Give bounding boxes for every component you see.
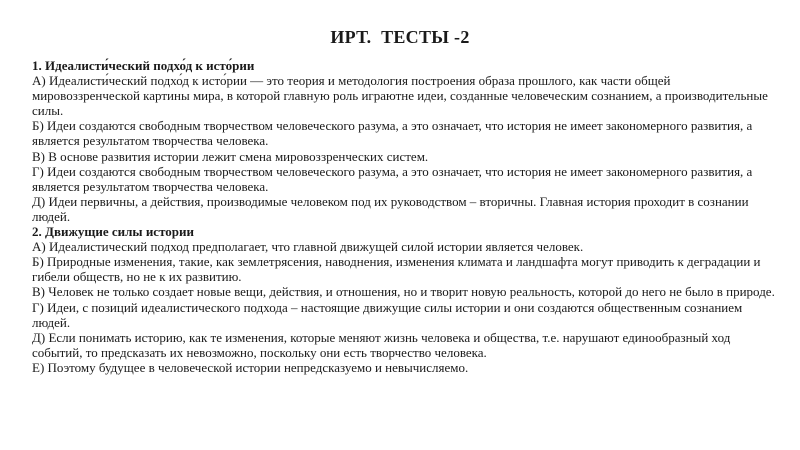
answer-option-v: В) Человек не только создает новые вещи, действия, и отношения, но и творит новую реальность, которой до него не было в природе. xyxy=(32,284,775,300)
question-section-1 xyxy=(32,58,780,224)
answer-option-b: Б) Природные изменения, такие, как землетрясения, наводнения, изменения климата и ландшафта могут приводить к деградации и гибели обществ, но не к их развитию. xyxy=(32,254,761,285)
answer-option-g: Г) Идеи, с позиций идеалистического подхода – настоящие движущие силы истории и они создаются общественным сознанием людей. xyxy=(32,299,743,330)
answer-option-e: Е) Поэтому будущее в человеческой истории непредсказуемо и невычисляемо. xyxy=(32,359,469,375)
page-title: ИРТ. ТЕСТЫ -2 xyxy=(330,27,470,47)
answer-option-v: В) В основе развития истории лежит смена мировоззренческих систем. xyxy=(32,148,429,164)
answer-option-a: А) Идеалистический подход предполагает, что главной движущей силой истории является человек. xyxy=(32,239,584,255)
answer-option-a: А) Идеалисти́ческий подхо́д к исто́рии — это теория и методология построения образа прошлого, как части общей мировоззренческой картины мира, в которой главную роль играютне идеи, созданные человеческим сознанием, а производительные силы. xyxy=(32,73,768,119)
question-section-2 xyxy=(32,224,780,375)
question-heading: 1. Идеалисти́ческий подхо́д к исто́рии xyxy=(32,58,255,73)
test-content xyxy=(32,58,780,375)
answer-option-g: Г) Идеи создаются свободным творчеством человеческого разума, а это означает, что история не имеет закономерного развития, а является результатом творчества человека. xyxy=(32,163,753,194)
answer-option-d: Д) Идеи первичны, а действия, производимые человеком под их руководством – вторичны. Главная история проходит в сознании людей. xyxy=(32,193,749,224)
answer-option-b: Б) Идеи создаются свободным творчеством человеческого разума, а это означает, что история не имеет закономерного развития, а является результатом творчества человека. xyxy=(32,118,753,149)
question-heading: 2. Движущие силы истории xyxy=(32,224,195,240)
answer-option-d: Д) Если понимать историю, как те изменения, которые меняют жизнь человека и общества, т.е. нарушают единообразный ход событий, то предсказать их невозможно, поскольку они есть творчество человека. xyxy=(32,329,731,360)
